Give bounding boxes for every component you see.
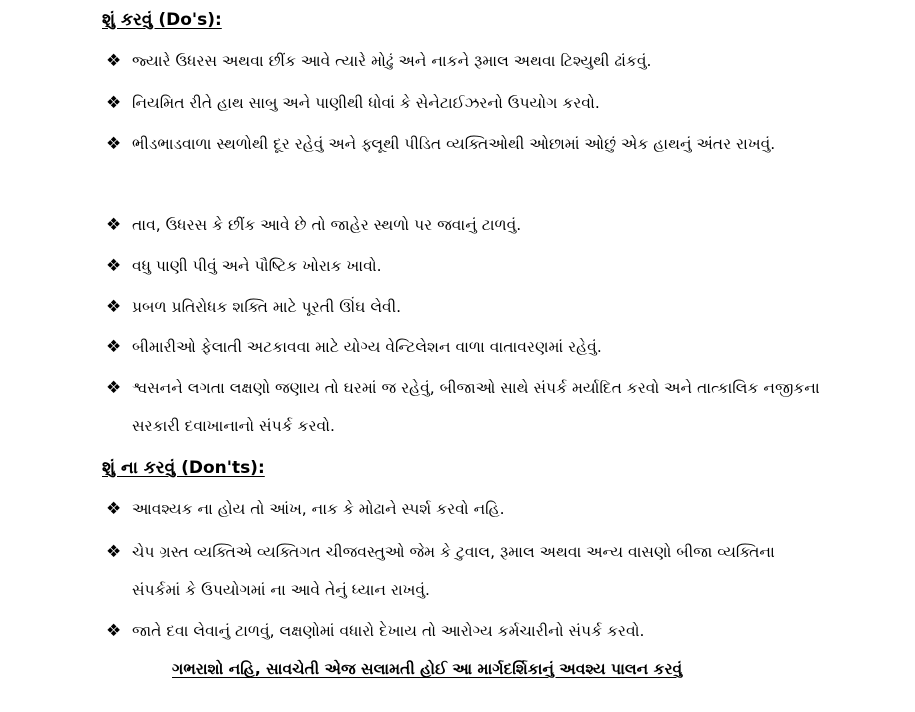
- dos-item-4: ❖ તાવ, ઉધરસ કે છીંક આવે છે તો જાહેર સ્થળો પર જવાનું ટાળવું.: [132, 206, 822, 244]
- dos-heading: શું કરવું (Do's):: [102, 10, 222, 30]
- dos-item-6: ❖ પ્રબળ પ્રતિરોધક શક્તિ માટે પૂરતી ઊંઘ લેવી.: [132, 288, 822, 326]
- diamond-bullet-icon: ❖: [106, 93, 122, 113]
- donts-heading: શું ના કરવું (Don'ts):: [102, 458, 265, 478]
- dos-item-1: ❖ જ્યારે ઉધરસ અથવા છીંક આવે ત્યારે મોઢું અને નાકને રૂમાલ અથવા ટિશ્યુથી ઢાંકવું.: [132, 42, 822, 80]
- diamond-bullet-icon: ❖: [106, 378, 122, 398]
- dos-item-2: ❖ નિયમિત રીતે હાથ સાબુ અને પાણીથી ધોવાં કે સેનેટાઈઝરનો ઉપયોગ કરવો.: [132, 84, 822, 122]
- diamond-bullet-icon: ❖: [106, 297, 122, 317]
- donts-item-3: ❖ જાતે દવા લેવાનું ટાળવું, લક્ષણોમાં વધારો દેખાય તો આરોગ્ય કર્મચારીનો સંપર્ક કરવો.: [132, 612, 822, 650]
- diamond-bullet-icon: ❖: [106, 215, 122, 235]
- diamond-bullet-icon: ❖: [106, 499, 122, 519]
- dos-item-5: ❖ વધુ પાણી પીવું અને પૌષ્ટિક ખોરાક ખાવો.: [132, 247, 822, 285]
- diamond-bullet-icon: ❖: [106, 256, 122, 276]
- diamond-bullet-icon: ❖: [106, 542, 122, 562]
- dos-item-3: ❖ ભીડભાડવાળા સ્થળોથી દૂર રહેવું અને ફ્લૂથી પીડિત વ્યક્તિઓથી ઓછામાં ઓછું એક હાથનું અંતર રાખવું.: [132, 125, 822, 163]
- diamond-bullet-icon: ❖: [106, 621, 122, 641]
- diamond-bullet-icon: ❖: [106, 51, 122, 71]
- footer-note: ગભરાશો નહિ, સાવચેતી એજ સલામતી હોઈ આ માર્ગદર્શિકાનું અવશ્ય પાલન કરવું: [172, 660, 683, 678]
- diamond-bullet-icon: ❖: [106, 337, 122, 357]
- dos-item-7: ❖ બીમારીઓ ફેલાતી અટકાવવા માટે યોગ્ય વેન્ટિલેશન વાળા વાતાવરણમાં રહેવું.: [132, 328, 822, 366]
- donts-item-2: ❖ ચેપ ગ્રસ્ત વ્યક્તિએ વ્યક્તિગત ચીજવસ્તુઓ જેમ કે ટુવાલ, રૂમાલ અથવા અન્ય વાસણો બીજા વ્યક્તિના સંપર્કમાં કે ઉપયોગમાં ના આવે તેનું ધ્યાન રાખવું.: [132, 533, 822, 609]
- diamond-bullet-icon: ❖: [106, 134, 122, 154]
- donts-item-1: ❖ આવશ્યક ના હોય તો આંખ, નાક કે મોઢાને સ્પર્શ કરવો નહિ.: [132, 490, 822, 528]
- dos-item-8: ❖ શ્વસનને લગતા લક્ષણો જણાય તો ઘરમાં જ રહેવું, બીજાઓ સાથે સંપર્ક મર્યાદિત કરવો અને તાત્કાલિક નજીકના સરકારી દવાખાનાનો સંપર્ક કરવો.: [132, 369, 822, 445]
